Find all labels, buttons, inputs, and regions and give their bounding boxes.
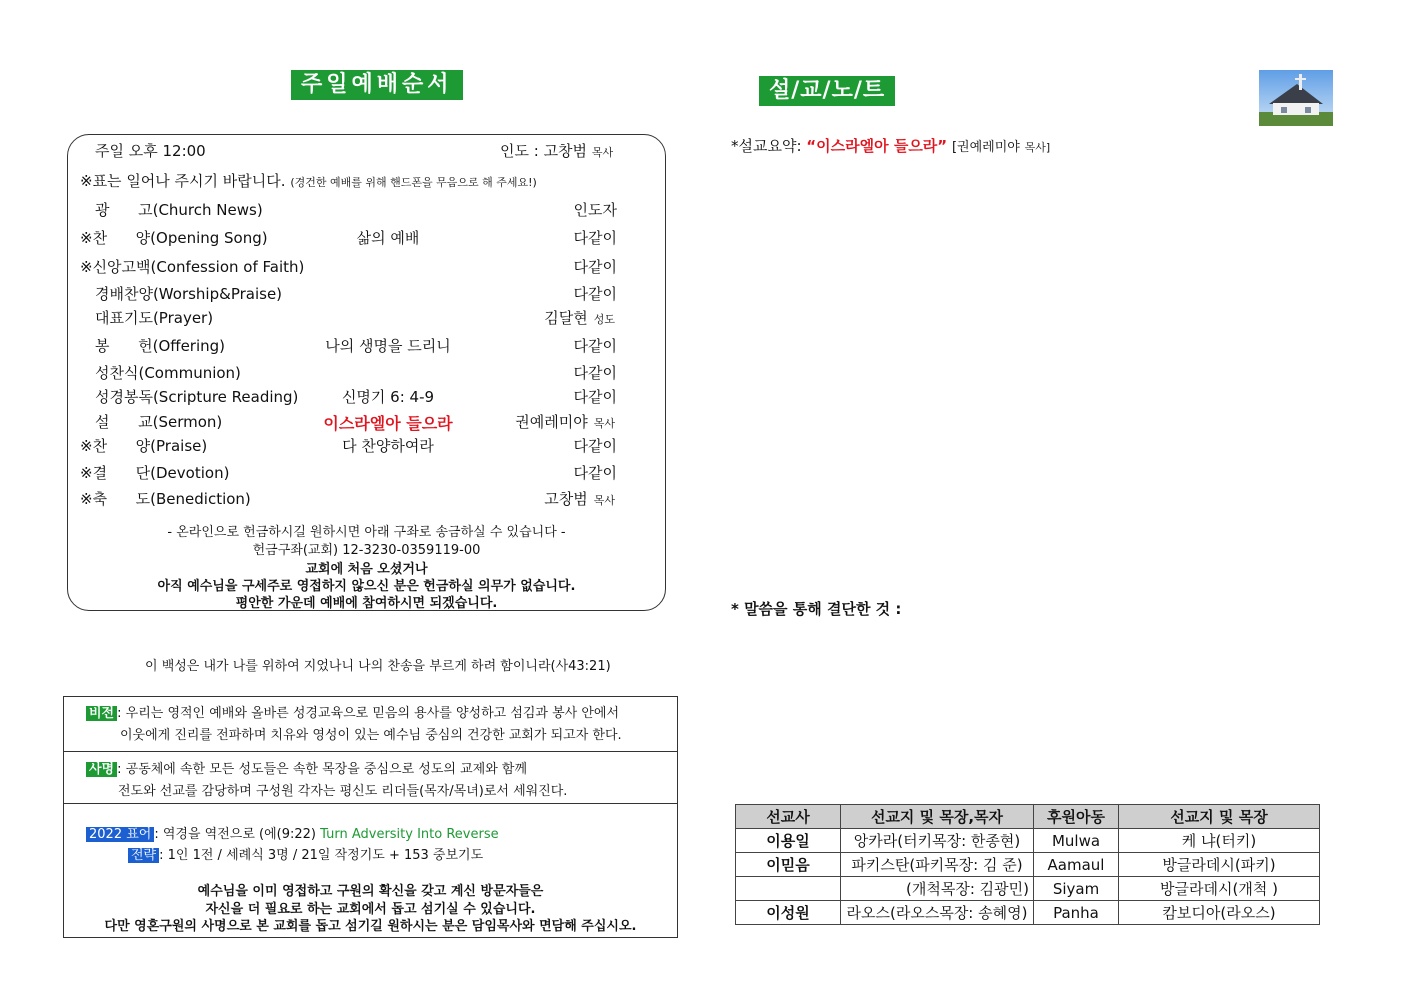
order-item-person: 고창범 목사 xyxy=(544,490,615,508)
year-en: Turn Adversity Into Reverse xyxy=(320,827,499,842)
order-item-detail: 나의 생명을 드리니 xyxy=(325,337,451,355)
order-item-person: 다같이 xyxy=(573,229,617,247)
order-item-person: 김달현 성도 xyxy=(544,309,615,327)
table-cell: Aamaul xyxy=(1034,853,1119,877)
table-cell: 케 냐(터키) xyxy=(1119,829,1320,853)
notice: ※표는 일어나 주시기 바랍니다. (경건한 예배를 위해 핸드폰을 무음으로 해 주세요!) xyxy=(80,172,537,190)
account: 헌금구좌(교회) 12-3230-0359119-00 xyxy=(252,543,481,558)
order-item-detail: 다 찬양하여라 xyxy=(342,437,434,455)
order-item-detail: 삶의 예배 xyxy=(356,229,420,247)
vision-section xyxy=(64,697,677,752)
mission-label: 사명 xyxy=(86,762,117,777)
order-item-name: ※축 도(Benediction) xyxy=(80,490,251,508)
welcome-line-2: 자신을 더 필요로 하는 교회에서 돕고 섬기실 수 있습니다. xyxy=(205,902,536,917)
order-item-name: ※결 단(Devotion) xyxy=(80,464,230,482)
church-photo xyxy=(1259,70,1333,126)
order-item-person: 다같이 xyxy=(573,285,617,303)
year-text: : 역경을 역전으로 (에(9:22) xyxy=(154,827,316,842)
table-header-row xyxy=(736,805,1320,829)
col-field: 선교지 및 목장,목자 xyxy=(841,805,1034,829)
vision-line-2: 이웃에게 진리를 전파하며 치유와 영성이 있는 예수님 중심의 건강한 교회가 되고자 한다. xyxy=(120,728,622,743)
order-item-name: 대표기도(Prayer) xyxy=(95,309,214,327)
table-cell: 방글라데시(개척 ) xyxy=(1119,877,1320,901)
order-item-person: 다같이 xyxy=(573,388,617,406)
year-label: 2022 표어 xyxy=(86,827,154,842)
decision-label: * 말씀을 통해 결단한 것 : xyxy=(731,600,902,618)
order-item-name: ※신앙고백(Confession of Faith) xyxy=(80,258,305,276)
visitor-line-1: 교회에 처음 오셨거나 xyxy=(305,562,428,577)
table-cell: 이용일 xyxy=(736,829,841,853)
order-item-person: 권예레미야 목사 xyxy=(515,413,615,431)
verse: 이 백성은 내가 나를 위하여 지었나니 나의 찬송을 부르게 하려 함이니라(사43:21) xyxy=(145,659,611,674)
order-item-person: 다같이 xyxy=(573,337,617,355)
table-cell: 캄보디아(라오스) xyxy=(1119,901,1320,925)
table-cell: 파키스탄(파키목장: 김 준) xyxy=(841,853,1034,877)
visitor-line-2: 아직 예수님을 구세주로 영접하지 않으신 분은 헌금하실 의무가 없습니다. xyxy=(157,579,576,594)
order-item-name: 경배찬양(Worship&Praise) xyxy=(95,285,283,303)
sermon-note-title: 설/교/노/트 xyxy=(759,76,895,106)
mission-line-1: : 공동체에 속한 모든 성도들은 속한 목장을 중심으로 성도의 교제와 함께 xyxy=(117,762,528,777)
welcome-line-3: 다만 영혼구원의 사명으로 본 교회를 돕고 섬기길 원하시는 분은 담임목사와 면담해 주십시오. xyxy=(104,919,637,934)
table-cell xyxy=(736,877,841,901)
order-item-person: 다같이 xyxy=(573,258,617,276)
order-item-name: 광 고(Church News) xyxy=(95,201,263,219)
order-item-name: 설 교(Sermon) xyxy=(95,413,223,431)
sermon-summary: *설교요약: “이스라엘아 들으라” [권예레미야 목사] xyxy=(731,137,1051,155)
table-cell: Mulwa xyxy=(1034,829,1119,853)
table-cell: 이믿음 xyxy=(736,853,841,877)
table-row xyxy=(736,901,1320,925)
mission-line-2: 전도와 선교를 감당하며 구성원 각자는 평신도 리더들(목자/목녀)로서 세워진다. xyxy=(118,784,568,799)
table-cell: Panha xyxy=(1034,901,1119,925)
order-item-name: ※찬 양(Opening Song) xyxy=(80,229,268,247)
order-item-person: 다같이 xyxy=(573,464,617,482)
col-missionary: 선교사 xyxy=(736,805,841,829)
order-item-name: ※찬 양(Praise) xyxy=(80,437,208,455)
table-cell: 앙카라(터키목장: 한종현) xyxy=(841,829,1034,853)
order-item-person: 다같이 xyxy=(573,437,617,455)
missionary-table xyxy=(735,804,1320,925)
order-item-person: 다같이 xyxy=(573,364,617,382)
order-item-detail: 이스라엘아 들으라 xyxy=(323,414,453,433)
order-item-person: 인도자 xyxy=(573,201,617,219)
mission-section xyxy=(64,752,677,804)
table-cell: 이성원 xyxy=(736,901,841,925)
table-row xyxy=(736,877,1320,901)
service-time: 주일 오후 12:00 xyxy=(95,142,206,160)
table-cell: Siyam xyxy=(1034,877,1119,901)
order-item-name: 봉 헌(Offering) xyxy=(95,337,226,355)
vision-box xyxy=(63,696,678,938)
table-row xyxy=(736,829,1320,853)
table-cell: (개척목장: 김광민) xyxy=(841,877,1034,901)
online-note: - 온라인으로 헌금하시길 원하시면 아래 구좌로 송금하실 수 있습니다 - xyxy=(167,525,566,540)
welcome-line-1: 예수님을 이미 영접하고 구원의 확신을 갖고 계신 방문자들은 xyxy=(197,884,544,899)
col-child-field: 선교지 및 목장 xyxy=(1119,805,1320,829)
leader: 인도 : 고창범 목사 xyxy=(500,142,614,160)
table-row xyxy=(736,853,1320,877)
order-item-name: 성경봉독(Scripture Reading) xyxy=(95,388,299,406)
order-title: 주일예배순서 xyxy=(291,70,463,100)
strategy-label: 전략 xyxy=(128,848,159,863)
table-cell: 방글라데시(파키) xyxy=(1119,853,1320,877)
order-item-name: 성찬식(Communion) xyxy=(95,364,241,382)
vision-label: 비전 xyxy=(86,706,117,721)
worship-order-box xyxy=(67,134,666,611)
strategy-text: : 1인 1전 / 세례식 3명 / 21일 작정기도 + 153 중보기도 xyxy=(159,848,484,863)
summary-title: “이스라엘아 들으라” xyxy=(806,137,948,155)
order-item-detail: 신명기 6: 4-9 xyxy=(341,388,435,406)
col-child: 후원아동 xyxy=(1034,805,1119,829)
vision-line-1: : 우리는 영적인 예배와 올바른 성경교육으로 믿음의 용사를 양성하고 섬김과 봉사 안에서 xyxy=(117,706,620,721)
visitor-line-3: 평안한 가운데 예배에 참여하시면 되겠습니다. xyxy=(235,596,498,611)
table-cell: 라오스(라오스목장: 송혜영) xyxy=(841,901,1034,925)
